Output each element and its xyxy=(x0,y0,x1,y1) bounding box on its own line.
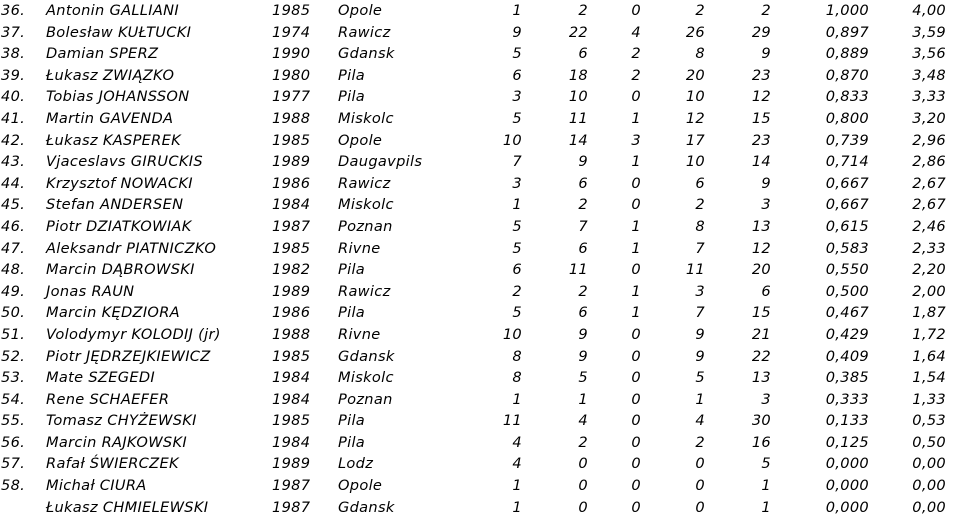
row-stat-4: 26 xyxy=(685,23,705,41)
row-stat-5: 15 xyxy=(751,304,771,322)
table-row xyxy=(0,281,960,303)
row-ratio: 0,870 xyxy=(825,66,869,84)
table-row xyxy=(0,497,960,518)
row-stat-2: 6 xyxy=(578,304,588,322)
row-stat-1: 5 xyxy=(512,45,522,63)
row-ratio: 0,409 xyxy=(825,347,869,365)
table-row xyxy=(0,389,960,411)
row-stat-4: 11 xyxy=(685,261,705,279)
row-stat-2: 7 xyxy=(578,217,588,235)
row-average: 0,50 xyxy=(912,433,946,451)
row-ratio: 0,467 xyxy=(825,304,869,322)
row-ratio: 0,500 xyxy=(825,282,869,300)
row-stat-2: 2 xyxy=(578,433,588,451)
table-row xyxy=(0,65,960,87)
row-stat-2: 2 xyxy=(578,282,588,300)
row-stat-2: 4 xyxy=(578,412,588,430)
row-club: Gdansk xyxy=(338,498,395,516)
table-row xyxy=(0,151,960,173)
table-row xyxy=(0,108,960,130)
row-club: Pila xyxy=(338,412,366,430)
table-row xyxy=(0,0,960,22)
row-club: Miskolc xyxy=(338,196,394,214)
row-position: 50. xyxy=(1,304,26,322)
table-row xyxy=(0,43,960,65)
table-row xyxy=(0,86,960,108)
row-ratio: 0,714 xyxy=(825,153,869,171)
row-position: 43. xyxy=(1,153,26,171)
row-birth-year: 1987 xyxy=(272,498,311,516)
row-stat-2: 22 xyxy=(568,23,588,41)
table-row xyxy=(0,346,960,368)
row-position: 52. xyxy=(1,347,26,365)
row-stat-5: 20 xyxy=(751,261,771,279)
row-average: 2,33 xyxy=(912,239,946,257)
row-stat-2: 6 xyxy=(578,239,588,257)
row-rider-name: Marcin KĘDZIORA xyxy=(46,304,180,322)
row-rider-name: Damian SPERZ xyxy=(46,45,159,63)
row-birth-year: 1984 xyxy=(272,390,311,408)
table-row xyxy=(0,453,960,475)
row-stat-2: 2 xyxy=(578,196,588,214)
row-stat-2: 0 xyxy=(578,455,588,473)
row-birth-year: 1986 xyxy=(272,304,311,322)
row-rider-name: Antonin GALLIANI xyxy=(46,2,179,19)
row-birth-year: 1985 xyxy=(272,412,311,430)
row-ratio: 0,429 xyxy=(825,325,869,343)
row-stat-1: 5 xyxy=(512,239,522,257)
row-birth-year: 1989 xyxy=(272,455,311,473)
row-stat-4: 8 xyxy=(695,45,705,63)
row-rider-name: Piotr DZIATKOWIAK xyxy=(46,217,192,235)
row-ratio: 0,385 xyxy=(825,369,869,387)
row-stat-4: 2 xyxy=(695,196,705,214)
table-row xyxy=(0,475,960,497)
row-stat-5: 21 xyxy=(751,325,771,343)
row-stat-4: 2 xyxy=(695,433,705,451)
row-stat-4: 0 xyxy=(695,498,705,516)
row-stat-5: 9 xyxy=(761,45,771,63)
row-ratio: 0,667 xyxy=(825,174,869,192)
row-stat-1: 6 xyxy=(512,66,522,84)
row-stat-2: 14 xyxy=(568,131,588,149)
row-rider-name: Vjaceslavs GIRUCKIS xyxy=(46,153,203,171)
row-rider-name: Mate SZEGEDI xyxy=(46,369,156,387)
row-birth-year: 1984 xyxy=(272,433,311,451)
row-stat-4: 2 xyxy=(695,2,705,19)
row-club: Daugavpils xyxy=(338,153,423,171)
row-position: 42. xyxy=(1,131,26,149)
row-stat-3: 0 xyxy=(631,88,641,106)
row-stat-3: 1 xyxy=(631,304,641,322)
row-stat-4: 3 xyxy=(695,282,705,300)
row-birth-year: 1987 xyxy=(272,217,311,235)
row-stat-3: 0 xyxy=(631,369,641,387)
row-ratio: 0,739 xyxy=(825,131,869,149)
row-average: 3,20 xyxy=(912,109,946,127)
row-average: 0,00 xyxy=(912,477,946,495)
row-stat-2: 10 xyxy=(568,88,588,106)
row-birth-year: 1986 xyxy=(272,174,311,192)
row-stat-5: 5 xyxy=(761,455,771,473)
row-stat-3: 2 xyxy=(631,66,641,84)
row-stat-2: 2 xyxy=(578,2,588,19)
row-stat-3: 0 xyxy=(631,433,641,451)
row-stat-5: 6 xyxy=(761,282,771,300)
row-club: Rivne xyxy=(338,239,381,257)
row-rider-name: Marcin RAJKOWSKI xyxy=(46,433,187,451)
row-stat-3: 2 xyxy=(631,45,641,63)
row-average: 3,33 xyxy=(912,88,946,106)
row-ratio: 0,897 xyxy=(825,23,869,41)
row-average: 3,56 xyxy=(912,45,946,63)
row-stat-3: 0 xyxy=(631,196,641,214)
row-stat-3: 0 xyxy=(631,412,641,430)
table-row xyxy=(0,324,960,346)
row-stat-5: 14 xyxy=(751,153,771,171)
row-rider-name: Łukasz ZWIĄZKO xyxy=(46,66,175,84)
row-stat-5: 13 xyxy=(751,369,771,387)
table-row xyxy=(0,259,960,281)
row-stat-3: 0 xyxy=(631,261,641,279)
row-stat-3: 1 xyxy=(631,109,641,127)
row-birth-year: 1985 xyxy=(272,2,311,19)
row-ratio: 0,833 xyxy=(825,88,869,106)
table-row xyxy=(0,367,960,389)
row-rider-name: Michał CIURA xyxy=(46,477,147,495)
row-average: 1,54 xyxy=(912,369,946,387)
row-club: Opole xyxy=(338,131,383,149)
row-stat-1: 1 xyxy=(512,196,522,214)
row-stat-1: 5 xyxy=(512,109,522,127)
row-club: Rawicz xyxy=(338,23,391,41)
row-stat-5: 1 xyxy=(761,477,771,495)
row-stat-4: 9 xyxy=(695,325,705,343)
row-average: 1,72 xyxy=(912,325,946,343)
row-stat-4: 17 xyxy=(685,131,705,149)
table-row xyxy=(0,410,960,432)
row-position: 44. xyxy=(1,174,26,192)
row-stat-5: 2 xyxy=(761,2,771,19)
row-stat-4: 9 xyxy=(695,347,705,365)
row-stat-2: 1 xyxy=(578,390,588,408)
row-ratio: 0,889 xyxy=(825,45,869,63)
row-stat-5: 1 xyxy=(761,498,771,516)
row-stat-1: 6 xyxy=(512,261,522,279)
row-stat-2: 6 xyxy=(578,174,588,192)
row-stat-5: 13 xyxy=(751,217,771,235)
row-stat-5: 15 xyxy=(751,109,771,127)
row-stat-5: 12 xyxy=(751,88,771,106)
row-stat-2: 11 xyxy=(568,261,588,279)
row-stat-2: 0 xyxy=(578,498,588,516)
row-birth-year: 1982 xyxy=(272,261,311,279)
table-row xyxy=(0,130,960,152)
row-birth-year: 1988 xyxy=(272,109,311,127)
row-stat-4: 7 xyxy=(695,304,705,322)
row-rider-name: Tobias JOHANSSON xyxy=(46,88,190,106)
row-position: 39. xyxy=(1,66,26,84)
row-stat-1: 4 xyxy=(512,455,522,473)
table-row xyxy=(0,432,960,454)
row-club: Poznan xyxy=(338,390,393,408)
row-stat-5: 23 xyxy=(751,131,771,149)
row-position: 47. xyxy=(1,239,26,257)
row-stat-5: 16 xyxy=(751,433,771,451)
row-average: 0,00 xyxy=(912,498,946,516)
row-stat-3: 0 xyxy=(631,174,641,192)
row-birth-year: 1985 xyxy=(272,347,311,365)
row-ratio: 0,000 xyxy=(825,498,869,516)
row-stat-1: 5 xyxy=(512,217,522,235)
row-average: 0,00 xyxy=(912,455,946,473)
row-stat-4: 4 xyxy=(695,412,705,430)
row-position: 58. xyxy=(1,477,26,495)
row-club: Opole xyxy=(338,2,383,19)
row-rider-name: Stefan ANDERSEN xyxy=(46,196,184,214)
row-stat-1: 10 xyxy=(502,325,522,343)
row-rider-name: Łukasz KASPEREK xyxy=(46,131,182,149)
table-row xyxy=(0,194,960,216)
row-average: 3,48 xyxy=(912,66,946,84)
row-ratio: 0,550 xyxy=(825,261,869,279)
row-stat-1: 1 xyxy=(512,390,522,408)
row-stat-5: 9 xyxy=(761,174,771,192)
row-stat-3: 0 xyxy=(631,390,641,408)
row-club: Miskolc xyxy=(338,109,394,127)
row-stat-1: 3 xyxy=(512,88,522,106)
row-stat-4: 10 xyxy=(685,153,705,171)
row-club: Rawicz xyxy=(338,174,391,192)
row-birth-year: 1990 xyxy=(272,45,311,63)
row-position: 40. xyxy=(1,88,26,106)
row-stat-5: 23 xyxy=(751,66,771,84)
row-rider-name: Piotr JĘDRZEJKIEWICZ xyxy=(46,347,211,365)
row-ratio: 0,800 xyxy=(825,109,869,127)
row-position: 45. xyxy=(1,196,26,214)
row-stat-4: 7 xyxy=(695,239,705,257)
row-stat-1: 10 xyxy=(502,131,522,149)
row-ratio: 0,667 xyxy=(825,196,869,214)
row-rider-name: Marcin DĄBROWSKI xyxy=(46,261,195,279)
row-stat-3: 1 xyxy=(631,217,641,235)
row-stat-1: 1 xyxy=(512,2,522,19)
row-birth-year: 1974 xyxy=(272,23,311,41)
row-club: Gdansk xyxy=(338,347,395,365)
row-average: 2,46 xyxy=(912,217,946,235)
row-stat-4: 0 xyxy=(695,477,705,495)
row-birth-year: 1987 xyxy=(272,477,311,495)
row-birth-year: 1989 xyxy=(272,153,311,171)
table-row xyxy=(0,216,960,238)
row-ratio: 0,125 xyxy=(825,433,869,451)
row-position: 57. xyxy=(1,455,26,473)
row-club: Rawicz xyxy=(338,282,391,300)
table-row xyxy=(0,173,960,195)
row-stat-4: 5 xyxy=(695,369,705,387)
row-stat-2: 5 xyxy=(578,369,588,387)
row-average: 2,67 xyxy=(912,174,946,192)
row-average: 1,33 xyxy=(912,390,946,408)
row-stat-1: 8 xyxy=(512,347,522,365)
row-stat-3: 0 xyxy=(631,2,641,19)
row-stat-4: 6 xyxy=(695,174,705,192)
row-stat-2: 0 xyxy=(578,477,588,495)
row-stat-5: 3 xyxy=(761,390,771,408)
row-stat-1: 1 xyxy=(512,477,522,495)
row-club: Gdansk xyxy=(338,45,395,63)
row-average: 2,20 xyxy=(912,261,946,279)
row-ratio: 0,133 xyxy=(825,412,869,430)
table-row xyxy=(0,302,960,324)
row-birth-year: 1988 xyxy=(272,325,311,343)
row-birth-year: 1985 xyxy=(272,131,311,149)
row-stat-3: 0 xyxy=(631,455,641,473)
row-stat-1: 8 xyxy=(512,369,522,387)
row-stat-2: 6 xyxy=(578,45,588,63)
row-rider-name: Łukasz CHMIELEWSKI xyxy=(46,498,209,516)
row-stat-4: 1 xyxy=(695,390,705,408)
row-stat-5: 29 xyxy=(751,23,771,41)
row-stat-4: 10 xyxy=(685,88,705,106)
table-row xyxy=(0,22,960,44)
row-ratio: 0,000 xyxy=(825,455,869,473)
row-club: Pila xyxy=(338,88,366,106)
row-position: 54. xyxy=(1,390,26,408)
table-row xyxy=(0,238,960,260)
row-position: 49. xyxy=(1,282,26,300)
row-position: 55. xyxy=(1,412,26,430)
row-average: 0,53 xyxy=(912,412,946,430)
row-rider-name: Volodymyr KOLODIJ (jr) xyxy=(46,325,221,343)
row-average: 4,00 xyxy=(912,2,946,19)
row-position: 51. xyxy=(1,325,26,343)
row-rider-name: Bolesław KUŁTUCKI xyxy=(46,23,192,41)
row-stat-3: 1 xyxy=(631,153,641,171)
row-stat-3: 1 xyxy=(631,239,641,257)
row-stat-1: 11 xyxy=(502,412,522,430)
row-stat-3: 0 xyxy=(631,347,641,365)
row-ratio: 0,333 xyxy=(825,390,869,408)
row-stat-3: 0 xyxy=(631,477,641,495)
row-club: Pila xyxy=(338,66,366,84)
row-club: Poznan xyxy=(338,217,393,235)
row-stat-1: 7 xyxy=(512,153,522,171)
row-stat-3: 0 xyxy=(631,325,641,343)
row-average: 2,00 xyxy=(912,282,946,300)
row-ratio: 1,000 xyxy=(825,2,869,19)
row-club: Miskolc xyxy=(338,369,394,387)
row-club: Opole xyxy=(338,477,383,495)
row-club: Pila xyxy=(338,304,366,322)
row-position: 38. xyxy=(1,45,26,63)
row-average: 3,59 xyxy=(912,23,946,41)
row-stat-1: 4 xyxy=(512,433,522,451)
row-stat-2: 9 xyxy=(578,347,588,365)
row-club: Pila xyxy=(338,261,366,279)
row-rider-name: Rafał ŚWIERCZEK xyxy=(46,455,179,473)
row-stat-3: 0 xyxy=(631,498,641,516)
row-birth-year: 1984 xyxy=(272,369,311,387)
row-average: 2,96 xyxy=(912,131,946,149)
row-ratio: 0,000 xyxy=(825,477,869,495)
row-stat-3: 3 xyxy=(631,131,641,149)
row-stat-1: 5 xyxy=(512,304,522,322)
row-stat-3: 4 xyxy=(631,23,641,41)
row-stat-5: 22 xyxy=(751,347,771,365)
row-stat-4: 0 xyxy=(695,455,705,473)
row-stat-1: 9 xyxy=(512,23,522,41)
row-position: 37. xyxy=(1,23,26,41)
row-stat-1: 2 xyxy=(512,282,522,300)
row-rider-name: Rene SCHAEFER xyxy=(46,390,170,408)
row-rider-name: Aleksandr PIATNICZKO xyxy=(46,239,217,257)
row-stat-5: 12 xyxy=(751,239,771,257)
row-rider-name: Krzysztof NOWACKI xyxy=(46,174,193,192)
row-position: 48. xyxy=(1,261,26,279)
row-stat-4: 12 xyxy=(685,109,705,127)
row-stat-1: 3 xyxy=(512,174,522,192)
row-stat-3: 1 xyxy=(631,282,641,300)
row-birth-year: 1977 xyxy=(272,88,311,106)
row-stat-2: 18 xyxy=(568,66,588,84)
row-average: 1,87 xyxy=(912,304,946,322)
row-position: 53. xyxy=(1,369,26,387)
row-club: Rivne xyxy=(338,325,381,343)
row-club: Lodz xyxy=(338,455,374,473)
row-stat-2: 9 xyxy=(578,153,588,171)
row-average: 1,64 xyxy=(912,347,946,365)
row-club: Pila xyxy=(338,433,366,451)
row-rider-name: Martin GAVENDA xyxy=(46,109,174,127)
row-birth-year: 1985 xyxy=(272,239,311,257)
row-ratio: 0,583 xyxy=(825,239,869,257)
row-stat-2: 9 xyxy=(578,325,588,343)
row-position: 46. xyxy=(1,217,26,235)
row-rider-name: Jonas RAUN xyxy=(46,282,135,300)
row-average: 2,86 xyxy=(912,153,946,171)
row-stat-5: 30 xyxy=(751,412,771,430)
row-stat-1: 1 xyxy=(512,498,522,516)
row-average: 2,67 xyxy=(912,196,946,214)
row-stat-4: 8 xyxy=(695,217,705,235)
row-birth-year: 1984 xyxy=(272,196,311,214)
row-position: 56. xyxy=(1,433,26,451)
row-birth-year: 1989 xyxy=(272,282,311,300)
row-ratio: 0,615 xyxy=(825,217,869,235)
row-birth-year: 1980 xyxy=(272,66,311,84)
row-stat-4: 20 xyxy=(685,66,705,84)
row-position: 36. xyxy=(1,2,26,19)
row-rider-name: Tomasz CHYŻEWSKI xyxy=(46,412,197,430)
row-stat-2: 11 xyxy=(568,109,588,127)
row-stat-5: 3 xyxy=(761,196,771,214)
row-position: 41. xyxy=(1,109,26,127)
